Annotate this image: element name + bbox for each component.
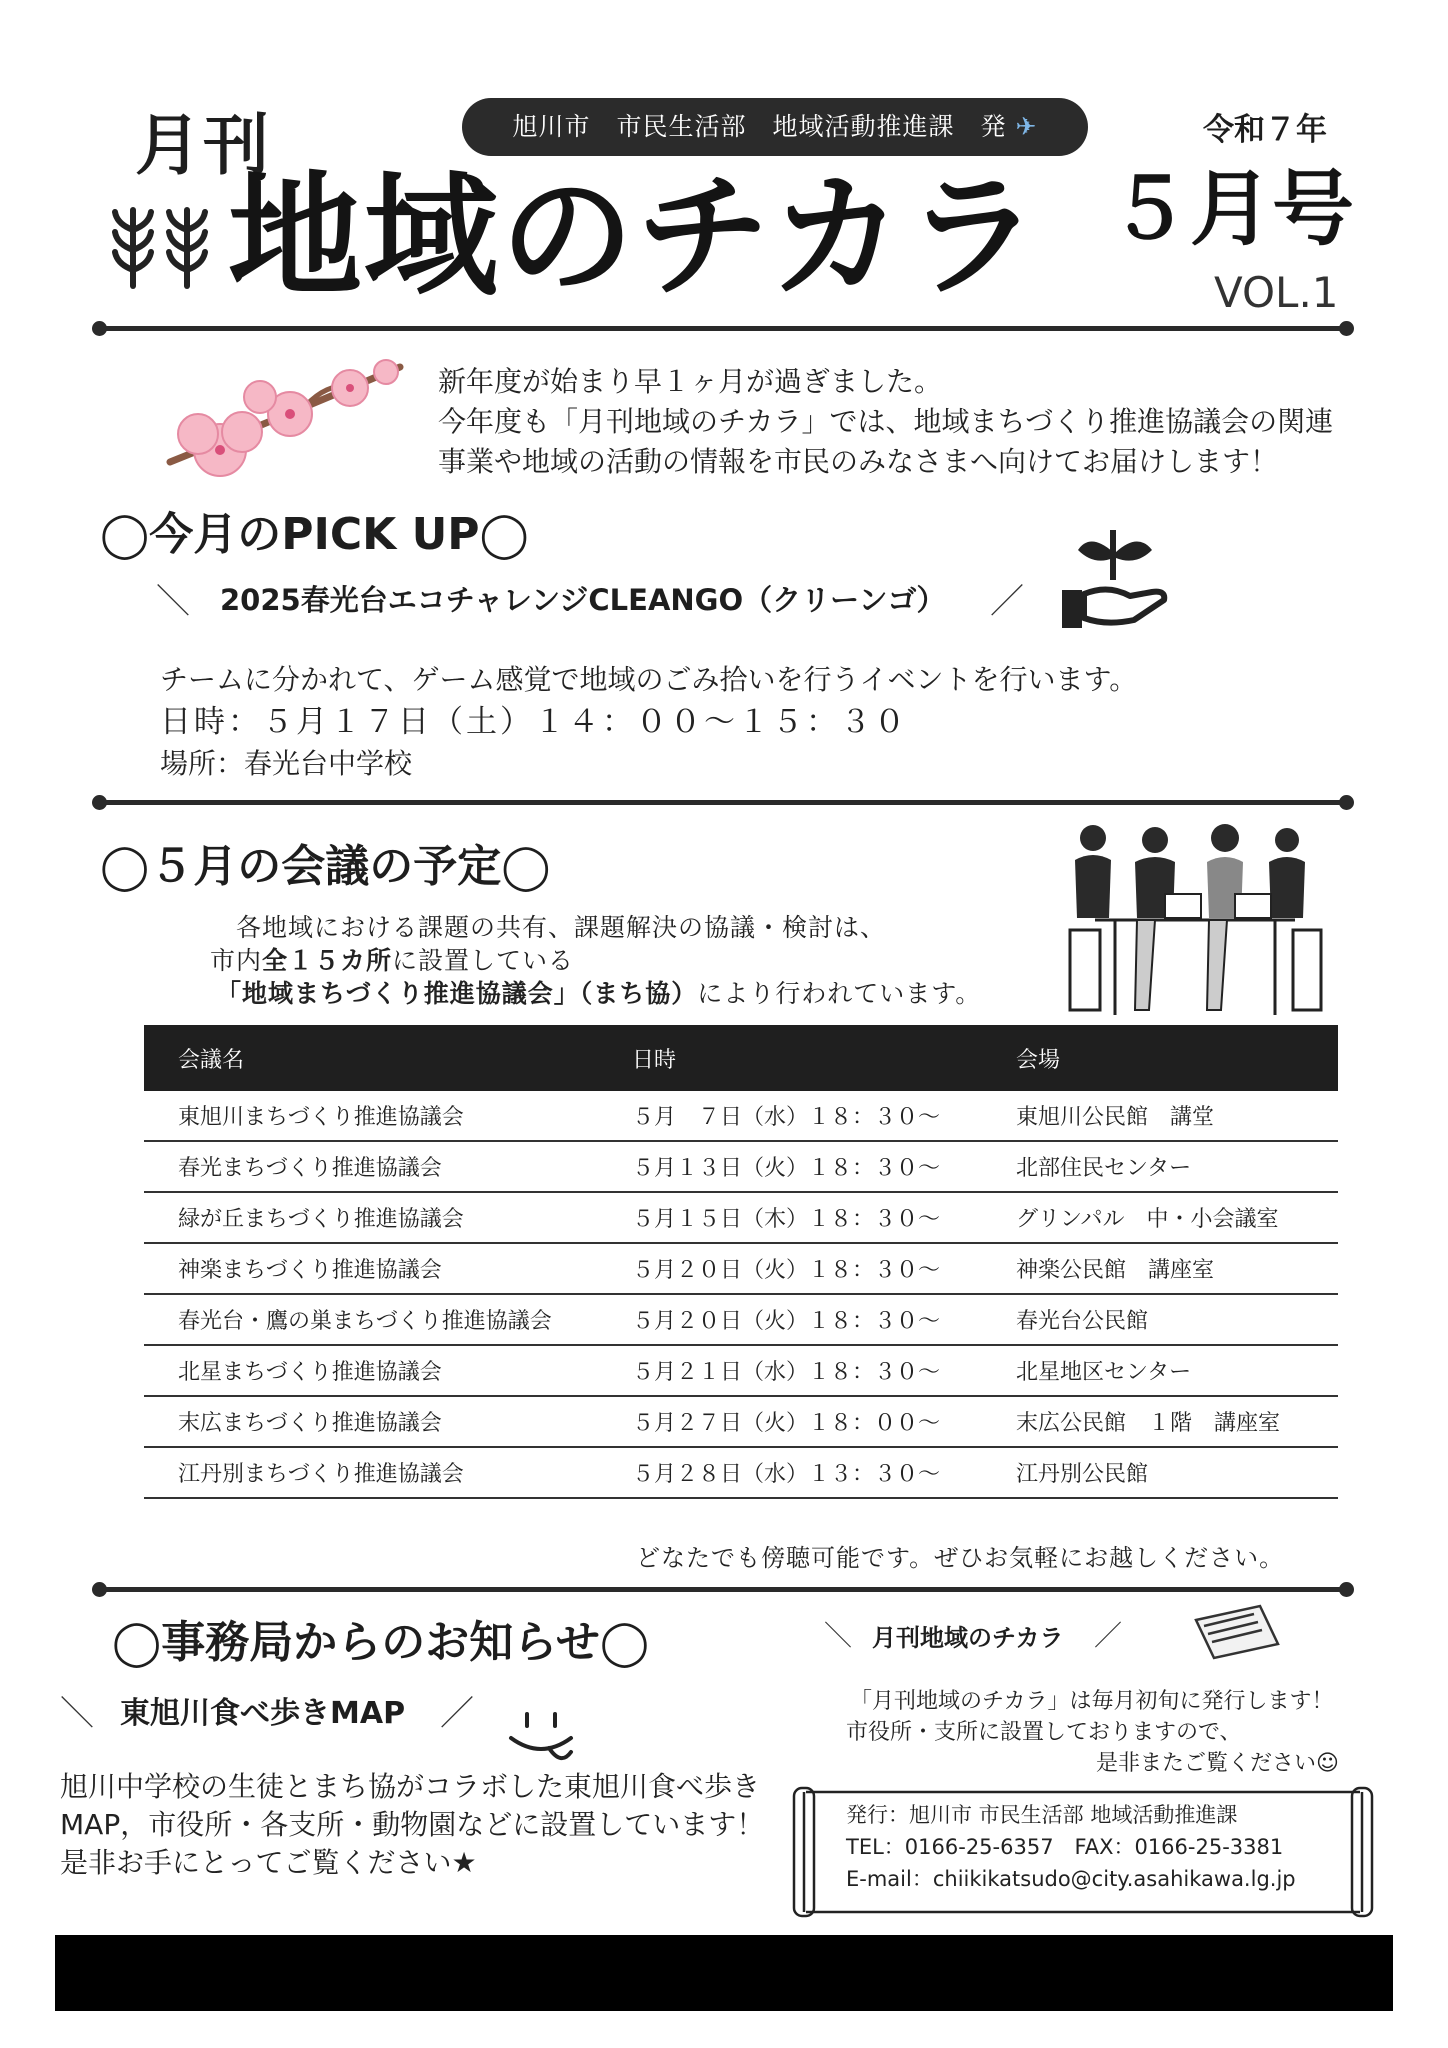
meeting-datetime: ５月２０日（火）１８：３０〜: [598, 1294, 982, 1345]
meeting-name: 東旭川まちづくり推進協議会: [144, 1091, 598, 1141]
column-header-name: 会議名: [144, 1025, 598, 1091]
divider-header: [100, 326, 1346, 331]
meetings-desc-line-2-post: に設置している: [392, 946, 575, 975]
table-row: [144, 1345, 1338, 1396]
meeting-venue: 江丹別公民館: [982, 1447, 1338, 1498]
divider-meetings: [100, 1587, 1346, 1592]
smiley-tongue-icon: [505, 1708, 585, 1768]
meetings-desc-line-3-post: により行われています。: [697, 979, 982, 1008]
intro-line-3: 事業や地域の活動の情報を市民のみなさまへ向けてお届けします！: [438, 445, 1279, 478]
pickup-description: チームに分かれて、ゲーム感覚で地域のごみ拾いを行うイベントを行います。: [160, 663, 1138, 696]
meetings-heading: ◯５月の会議の予定◯: [100, 841, 551, 892]
map-line-2: MAP，市役所・各支所・動物園などに設置しています！: [60, 1808, 765, 1841]
map-slash-right: ／: [440, 1694, 474, 1734]
newspaper-icon: [1190, 1600, 1285, 1665]
meeting-venue: 北部住民センター: [982, 1141, 1338, 1192]
meeting-datetime: ５月２７日（火）１８：００〜: [598, 1396, 982, 1447]
meeting-name: 江丹別まちづくり推進協議会: [144, 1447, 598, 1498]
meeting-schedule-table: [144, 1025, 1338, 1499]
plant-in-hand-icon: [1060, 522, 1170, 632]
contact-publisher: 発行：旭川市 市民生活部 地域活動推進課: [846, 1803, 1238, 1827]
contact-phone: TEL：0166-25-6357 FAX：0166-25-3381: [846, 1835, 1284, 1859]
pickup-slash-right: ／: [990, 582, 1024, 622]
cherry-blossom-icon: [150, 342, 420, 492]
footer-bar: [55, 1935, 1393, 2011]
divider-pickup: [100, 800, 1346, 805]
meeting-venue: グリンパル 中・小会議室: [982, 1192, 1338, 1243]
pickup-place: 場所：春光台中学校: [160, 747, 413, 780]
table-header-row: [144, 1025, 1338, 1091]
monthly-label: 月刊: [135, 107, 271, 184]
airplane-icon: ✈: [1015, 112, 1038, 141]
intro-line-2: 今年度も「月刊地域のチカラ」では、地域まちづくり推進協議会の関連: [438, 405, 1334, 438]
pickup-date: 日時：５月１７日（土）１４：００〜１５：３０: [160, 704, 908, 740]
meeting-datetime: ５月２１日（水）１８：３０〜: [598, 1345, 982, 1396]
paper-title: 月刊地域のチカラ: [872, 1624, 1064, 1652]
notices-heading: ◯事務局からのお知らせ◯: [112, 1617, 650, 1668]
meetings-note: どなたでも傍聴可能です。ぜひお気軽にお越しください。: [636, 1544, 1285, 1572]
volume-label: VOL.1: [1214, 268, 1339, 317]
era-year: 令和７年: [1203, 112, 1327, 148]
paper-slash-right: ／: [1094, 1619, 1123, 1652]
column-header-datetime: 日時: [598, 1025, 982, 1091]
table-row: [144, 1396, 1338, 1447]
paper-line-2: 市役所・支所に設置しておりますので、: [846, 1720, 1242, 1745]
meeting-name: 緑が丘まちづくり推進協議会: [144, 1192, 598, 1243]
meeting-datetime: ５月２０日（火）１８：３０〜: [598, 1243, 982, 1294]
meeting-venue: 末広公民館 １階 講座室: [982, 1396, 1338, 1447]
table-row: [144, 1447, 1338, 1498]
map-line-3: 是非お手にとってご覧ください★: [60, 1846, 477, 1879]
table-row: [144, 1294, 1338, 1345]
table-row: [144, 1141, 1338, 1192]
meetings-desc-line-3: [216, 974, 981, 1010]
intro-line-1: 新年度が始まり早１ヶ月が過ぎました。: [438, 365, 943, 398]
meeting-name: 神楽まちづくり推進協議会: [144, 1243, 598, 1294]
meetings-desc-line-2-bold: 全１５カ所: [262, 946, 393, 975]
meeting-datetime: ５月１３日（火）１８：３０〜: [598, 1141, 982, 1192]
column-header-venue: 会場: [982, 1025, 1338, 1091]
table-row: [144, 1091, 1338, 1141]
issuer-banner: [462, 98, 1088, 156]
map-slash-left: ＼: [60, 1694, 94, 1734]
paper-line-3: 是非またご覧ください☺: [1096, 1751, 1339, 1776]
meetings-desc-line-2-pre: 市内: [210, 946, 263, 975]
issue-label: ５月号: [1108, 162, 1355, 257]
pickup-event-title: 2025春光台エコチャレンジCLEANGO（クリーンゴ）: [220, 583, 946, 617]
map-line-1: 旭川中学校の生徒とまち協がコラボした東旭川食べ歩き: [60, 1770, 761, 1803]
table-row: [144, 1192, 1338, 1243]
paper-slash-left: ＼: [824, 1619, 853, 1652]
pickup-heading: ◯今月のPICK UP◯: [100, 509, 529, 560]
meeting-name: 春光まちづくり推進協議会: [144, 1141, 598, 1192]
contact-email: E-mail：chiikikatsudo@city.asahikawa.lg.jp: [846, 1867, 1296, 1891]
meeting-venue: 春光台公民館: [982, 1294, 1338, 1345]
meetings-desc-line-1: 各地域における課題の共有、課題解決の協議・検討は、: [236, 913, 887, 942]
meeting-datetime: ５月 ７日（水）１８：３０〜: [598, 1091, 982, 1141]
meeting-name: 北星まちづくり推進協議会: [144, 1345, 598, 1396]
table-row: [144, 1243, 1338, 1294]
map-title: 東旭川食べ歩きMAP: [120, 1696, 406, 1731]
meeting-datetime: ５月１５日（木）１８：３０〜: [598, 1192, 982, 1243]
meetings-desc-line-2: [210, 941, 574, 977]
meeting-datetime: ５月２８日（水）１３：３０〜: [598, 1447, 982, 1498]
meeting-name: 春光台・鷹の巣まちづくり推進協議会: [144, 1294, 598, 1345]
meeting-venue: 東旭川公民館 講堂: [982, 1091, 1338, 1141]
meeting-name: 末広まちづくり推進協議会: [144, 1396, 598, 1447]
newsletter-title: 地域のチカラ: [228, 159, 1042, 315]
pickup-slash-left: ＼: [156, 582, 190, 622]
wheat-icon: [105, 190, 215, 290]
meeting-venue: 神楽公民館 講座室: [982, 1243, 1338, 1294]
meeting-venue: 北星地区センター: [982, 1345, 1338, 1396]
paper-line-1: 「月刊地域のチカラ」は毎月初旬に発行します！: [850, 1689, 1334, 1714]
issuer-text: 旭川市 市民生活部 地域活動推進課 発: [512, 112, 1007, 141]
meeting-people-illustration: [1065, 820, 1325, 1020]
meetings-desc-line-3-bold: 「地域まちづくり推進協議会」（まち協）: [216, 979, 698, 1008]
